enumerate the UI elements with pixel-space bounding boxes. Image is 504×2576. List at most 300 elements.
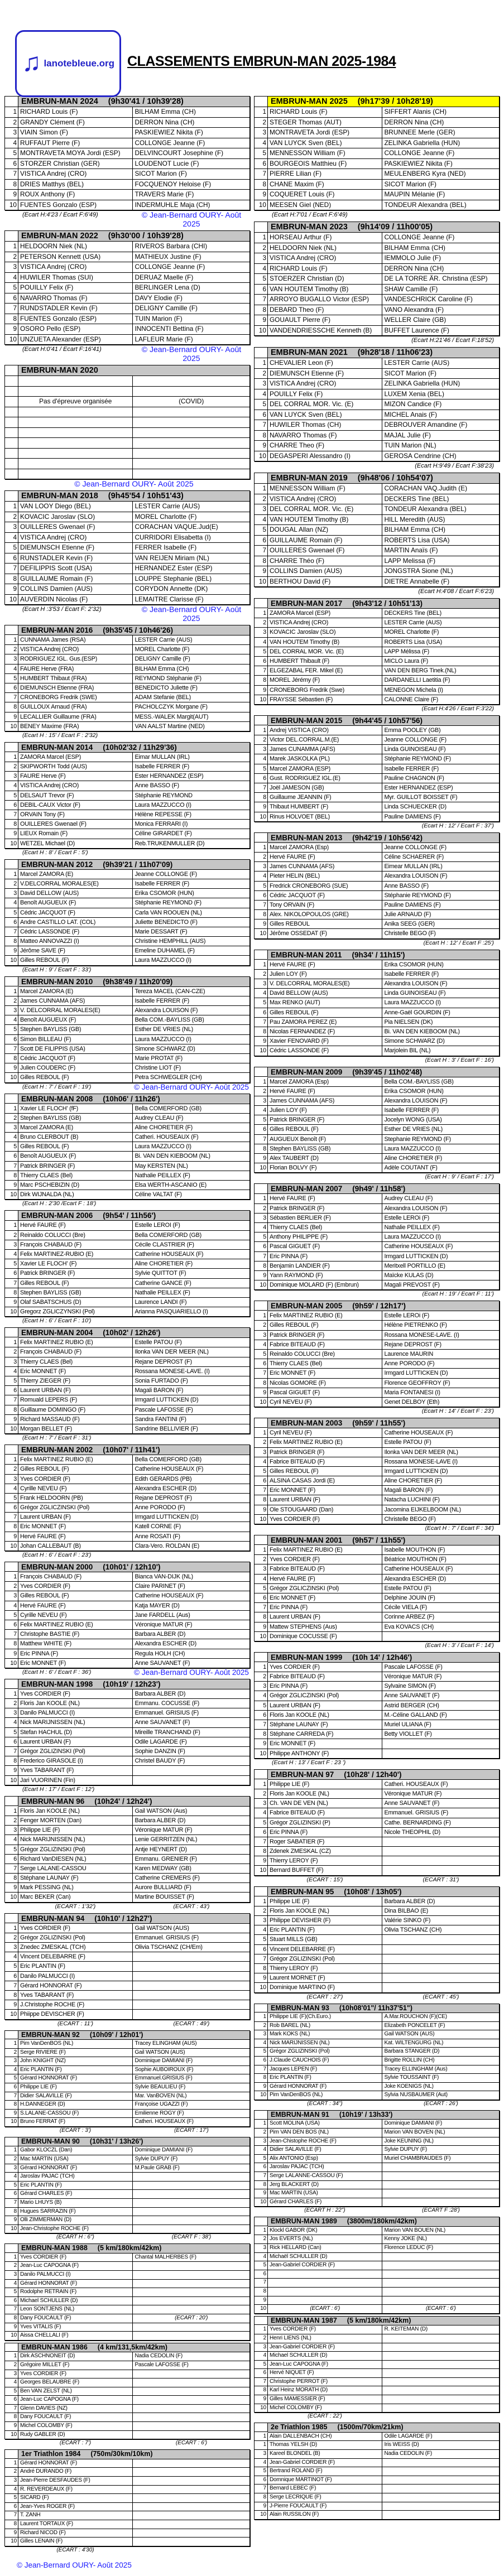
women-result: Arianna PASQUARIELLO (I) xyxy=(133,1307,250,1317)
result-row xyxy=(5,1639,250,1649)
men-result: Marcel ZAMORA (Esp) xyxy=(268,843,382,853)
ecart-left: (Ecart H : 13' / Ecart F : 23 ') xyxy=(272,1759,346,1766)
men-result: Eric PLANTIN (F) xyxy=(18,2182,133,2190)
women-result: ADAM Stefanie (BEL) xyxy=(133,693,250,702)
men-result: Grégor ZGLIZINSKI (Pol) xyxy=(18,1845,133,1855)
women-result: Valérie SINKO (F) xyxy=(382,1916,500,1925)
year-times: (10h24' / 12h24') xyxy=(94,1797,152,1805)
footer-spacer xyxy=(254,822,267,830)
result-row xyxy=(255,1828,500,1837)
women-result: VANO Alexandra (F) xyxy=(382,305,500,316)
women-result xyxy=(133,2511,250,2520)
result-row xyxy=(255,2476,500,2485)
rank-cell: 3 xyxy=(5,1006,18,1015)
ecart-right: (Ecart H : 14' / Ecart F : 23') xyxy=(421,1408,494,1415)
result-row xyxy=(5,1190,250,1200)
rank-cell: 4 xyxy=(5,2280,18,2289)
men-result: Philippe ANTHONY (F) xyxy=(268,1749,382,1759)
women-result xyxy=(382,1739,500,1749)
block-footer xyxy=(4,1317,250,1325)
rank-cell: 8 xyxy=(255,2181,268,2190)
result-row xyxy=(5,2378,250,2387)
women-result: Reb.TRUKENMULLER (D) xyxy=(133,839,250,849)
women-result: ZELINKA Gabriella (HUN) xyxy=(382,379,500,389)
men-result: Scott MOLINA (USA) xyxy=(268,2120,382,2129)
men-result: Grégor ZGLIZINSKI (Pol) xyxy=(18,1933,133,1943)
rank-cell: 7 xyxy=(255,2279,268,2288)
year-title xyxy=(268,97,500,107)
men-result: Grégor ZGLIZINSKI (Pol) xyxy=(18,1747,133,1756)
result-row xyxy=(255,1204,500,1214)
men-result: Felix MARTINEZ-RUBIO (E) xyxy=(18,1250,133,1259)
ecart-left: (Ecart H : 6' / Ecart F : 23') xyxy=(22,1552,92,1558)
men-result: MONTRAVETA Jordi (ESP) xyxy=(268,128,382,138)
ecart-right xyxy=(133,2546,250,2554)
women-result: Iris WEISS (D) xyxy=(382,2441,500,2450)
rank-cell: 8 xyxy=(255,1261,268,1271)
year-title xyxy=(268,950,500,960)
rank-cell: 6 xyxy=(255,2270,268,2279)
women-result: INDERMUHLE Maja (CH) xyxy=(133,200,250,211)
year-block-header xyxy=(255,2217,500,2227)
men-result: Nicolas FERNANDEZ (F) xyxy=(268,1027,382,1037)
rank-cell: 7 xyxy=(5,1981,18,1991)
year-times: (9h44'45 / 10h57'56) xyxy=(352,716,423,725)
result-row xyxy=(255,2120,500,2129)
result-row xyxy=(5,1649,250,1659)
men-result: Laurent URBAN (F) xyxy=(268,1701,382,1711)
men-result: Didier SALAVILLE (F) xyxy=(18,2092,133,2101)
men-result: Jean-Luc CAPOGNA (F) xyxy=(18,2262,133,2271)
result-row xyxy=(255,128,500,138)
women-result: COLLONGE Jeanne (F) xyxy=(133,138,250,149)
men-result: Vincent DELEBARRE (F) xyxy=(18,1952,133,1962)
men-result: Mac MARTIN (USA) xyxy=(18,2155,133,2164)
men-result: Znedec ZMESKAL (TCH) xyxy=(18,1943,133,1952)
rank-cell: 9 xyxy=(255,1271,268,1280)
men-result: Hervé FAURE (F) xyxy=(268,853,382,862)
ecart-right: (ECART : 26') xyxy=(424,2100,458,2107)
rank-cell: 7 xyxy=(255,2378,268,2387)
result-row xyxy=(5,879,250,889)
result-row xyxy=(255,1271,500,1280)
men-result: Hervé FAURE (F) xyxy=(18,1601,133,1611)
women-result: Béatrice MOUTHON (F) xyxy=(382,1555,500,1564)
men-result: Marcel ZAMORA (Esp) xyxy=(268,1077,382,1087)
ecart-right: (ECART : 6') xyxy=(175,2440,208,2447)
result-row xyxy=(255,1545,500,1555)
men-result: Gérard HONNORAT (F) xyxy=(18,2280,133,2289)
men-result: Julien LOY (F) xyxy=(268,1106,382,1115)
result-row xyxy=(5,1181,250,1190)
women-result: Esther DE VRIES (NL) xyxy=(133,1025,250,1034)
women-result: MARTIN Anaïs (F) xyxy=(382,546,500,556)
women-result: Tracey ELLINGHAM (Aus) xyxy=(382,2065,500,2074)
ecart-left: (ECART H : 6") xyxy=(56,2234,94,2241)
rank-cell: 1 xyxy=(5,2459,18,2468)
men-result: Yves CORDIER (F) xyxy=(268,1555,382,1564)
men-result: STOERZER Christian (D) xyxy=(268,274,382,285)
women-result: Laura MAZZUCCO (I) xyxy=(382,998,500,1008)
men-result: Thierry CLAES (Bel) xyxy=(18,1171,133,1181)
result-row xyxy=(5,2305,250,2314)
year-table-2022 xyxy=(4,230,250,345)
year-title xyxy=(268,2111,500,2120)
result-row xyxy=(5,1864,250,1874)
rank-col-spacer xyxy=(5,2450,18,2459)
women-result: Sylvie DUPUY (F) xyxy=(133,2155,250,2164)
year-times: (750m/30km/10km) xyxy=(90,2450,153,2458)
women-result: Joke KEUNING (NL) xyxy=(382,2137,500,2146)
men-result: Christophe BASTIE (F) xyxy=(18,1630,133,1639)
year-title xyxy=(268,833,500,843)
men-result: Philippe LIE (F) xyxy=(18,2083,133,2092)
men-result: Stéphane CARREDA (F) xyxy=(268,1730,382,1739)
rank-cell: 8 xyxy=(255,305,268,316)
ecart-right xyxy=(133,1200,250,1208)
rank-cell: 3 xyxy=(5,2057,18,2066)
result-row xyxy=(5,283,250,293)
rank-cell: 9 xyxy=(255,1037,268,1046)
result-row xyxy=(5,2173,250,2182)
result-row xyxy=(5,1054,250,1063)
result-row xyxy=(255,609,500,618)
men-result: Roger SABATIER (F) xyxy=(268,1837,382,1847)
year-times: (9h54' / 11h56') xyxy=(103,1211,156,1220)
men-result: OUILLERES Gwenael (F) xyxy=(268,546,382,556)
men-result: Felix MARTINEZ RUBIO (E) xyxy=(268,1545,382,1555)
rank-cell: 5 xyxy=(255,1467,268,1476)
year-label: EMBRUN-MAN 2020 xyxy=(21,366,98,375)
rank-cell: 1 xyxy=(5,502,18,512)
women-result: Sandra FANTINI (F) xyxy=(133,1415,250,1424)
women-result: Chantal MALHERBES (F) xyxy=(133,2254,250,2262)
rank-cell: 10 xyxy=(255,451,268,462)
result-row xyxy=(255,1495,500,1505)
result-row xyxy=(5,2288,250,2297)
men-result: DIEMUNSCH Etienne (FRA) xyxy=(18,683,133,693)
rank-cell: 10 xyxy=(255,1983,268,1992)
men-result: VAN HOUTEM Timothy (B) xyxy=(268,515,382,526)
year-table-2010 xyxy=(4,976,250,1083)
women-result: DE LA TORRE ÄR. Christina (ESP) xyxy=(382,274,500,285)
ecart-right: (Ecart H : 3' / Ecart F : 16') xyxy=(425,1056,494,1063)
men-result: Reinaldo COLUCCI (Bre) xyxy=(18,1231,133,1240)
year-block-2023 xyxy=(254,222,500,345)
men-result: Jérôme OSSEDAT (F) xyxy=(268,929,382,938)
result-row xyxy=(255,666,500,676)
year-title xyxy=(268,2004,500,2014)
women-result: Sophie DANZIN (F) xyxy=(133,1747,250,1756)
year-block-header xyxy=(5,1797,250,1807)
ecart-right: (ECART F :28') xyxy=(422,2207,460,2214)
ecart-left: (Ecart H :3'53 / Ecart F: 2'32) xyxy=(22,606,102,613)
rank-cell: 7 xyxy=(255,2172,268,2181)
rank-cell: 5 xyxy=(255,882,268,891)
year-title xyxy=(18,1328,250,1338)
result-row xyxy=(5,1288,250,1298)
result-row xyxy=(255,2189,500,2198)
result-row xyxy=(255,1780,500,1789)
men-result: DIEMUNSCH Etienne (F) xyxy=(18,543,133,553)
year-label: EMBRUN-MAN 2017 xyxy=(271,599,343,608)
result-row xyxy=(5,1807,250,1816)
women-result: Barbara ALBER (D) xyxy=(133,1630,250,1639)
result-row xyxy=(255,1388,500,1398)
women-result xyxy=(133,1991,250,2000)
footer-spacer xyxy=(254,2413,267,2420)
year-block-header xyxy=(255,473,500,484)
men-result: Gust. RODRIGUEZ IGL.(E) xyxy=(268,774,382,783)
men-result: Yves TABARANT (F) xyxy=(18,1766,133,1775)
men-result: Gilles REBOUL (F) xyxy=(18,1591,133,1601)
result-row xyxy=(255,862,500,871)
men-result: Olli ZIMMERMAN (D) xyxy=(18,2216,133,2225)
men-result: Mark KOKS (NL) xyxy=(268,2030,382,2039)
year-block-94 xyxy=(4,1913,250,2028)
women-result: Barbara STANGER (D) xyxy=(382,2048,500,2057)
result-row xyxy=(5,956,250,965)
women-result: Audrey CLEAU (F) xyxy=(133,1114,250,1123)
year-block-2007 xyxy=(254,1183,500,1298)
rank-cell: 6 xyxy=(5,1035,18,1044)
result-row xyxy=(5,2118,250,2127)
women-result: M.Paule GRAB (F) xyxy=(133,2164,250,2173)
men-result: Philippe LIE (F) xyxy=(268,1897,382,1906)
copyright-note: © Jean-Bernard OURY- Août 2025 xyxy=(141,210,242,228)
men-result: Gérard HONNORAT (F) xyxy=(18,1981,133,1991)
women-result: Véronique MATUR (F) xyxy=(382,1672,500,1682)
men-result: UNZUETA Alexander (ESP) xyxy=(18,335,133,345)
women-result: REYMOND Stéphanie (F) xyxy=(133,674,250,683)
result-row xyxy=(5,293,250,304)
women-result: Sandrine BELLIVIER (F) xyxy=(133,1424,250,1434)
women-result: Jeanne COLLONGE (F) xyxy=(133,870,250,879)
women-result: Aurore BULLIARD (F) xyxy=(133,1883,250,1893)
result-row xyxy=(5,2413,250,2422)
men-result: COLLINS Damien (AUS) xyxy=(268,566,382,577)
rank-cell: 10 xyxy=(5,1307,18,1317)
year-table-2016 xyxy=(4,625,250,731)
rank-cell: 1 xyxy=(5,1924,18,1933)
men-result: J.Christophe ROCHE (F) xyxy=(18,2000,133,2010)
men-result: PIERRE Lilian (F) xyxy=(268,169,382,180)
women-result: Edith GERARDS (PB) xyxy=(133,1475,250,1484)
rank-cell: 9 xyxy=(5,1181,18,1190)
result-row xyxy=(255,2013,500,2022)
year-label: EMBRUN-MAN 2016 xyxy=(21,626,93,634)
women-result: Delphine JOUIN (F) xyxy=(382,1593,500,1603)
women-result: Kenny JOKE (NL) xyxy=(382,2235,500,2244)
rank-cell: 3 xyxy=(255,1564,268,1574)
women-result: MICHEL Anais (F) xyxy=(382,410,500,421)
result-row xyxy=(5,1601,250,1611)
men-result: KOVACIC Jaroslav (SLO) xyxy=(18,512,133,523)
footer-spacer xyxy=(254,1524,267,1533)
men-result: S.LALANE-CASSOU (F) xyxy=(18,2110,133,2118)
rank-cell: 3 xyxy=(255,1331,268,1340)
women-result: Pauline DAMIENS (F) xyxy=(382,812,500,822)
rank-cell: 7 xyxy=(255,901,268,910)
rank-col-spacer xyxy=(255,348,268,358)
result-row xyxy=(255,1280,500,1290)
men-result: Sébastien BERLIER (F) xyxy=(268,1214,382,1223)
ecart-left: (ECART : 4'30) xyxy=(56,2546,94,2553)
result-row xyxy=(5,512,250,523)
result-row xyxy=(5,908,250,918)
rank-cell: 8 xyxy=(5,1054,18,1063)
rank-cell: 6 xyxy=(5,1269,18,1278)
footer-spacer xyxy=(254,461,267,470)
result-row xyxy=(255,2181,500,2190)
year-title xyxy=(268,1301,500,1311)
year-title xyxy=(18,365,250,376)
women-result: Anne PORODO (F) xyxy=(382,1359,500,1369)
women-result: LESTER Carrie (AUS) xyxy=(382,618,500,628)
rank-cell: 8 xyxy=(5,314,18,325)
result-row xyxy=(5,2092,250,2101)
rank-cell: 4 xyxy=(5,1015,18,1025)
year-block-2024 xyxy=(4,96,250,228)
result-row xyxy=(255,1232,500,1242)
rank-cell: 9 xyxy=(5,1415,18,1424)
result-row xyxy=(5,1357,250,1367)
result-row xyxy=(5,839,250,849)
rank-cell: 4 xyxy=(255,754,268,764)
rank-cell: 4 xyxy=(5,2066,18,2075)
rank-cell: 1 xyxy=(5,635,18,645)
result-row xyxy=(5,889,250,898)
men-result: POUILLY Felix (F) xyxy=(268,389,382,400)
men-result: Gérard HONNORAT (F) xyxy=(18,2164,133,2173)
men-result: Karl Heinz MORATH (D) xyxy=(268,2386,382,2395)
result-row xyxy=(255,2296,500,2305)
men-result: Yves CORDIER (F) xyxy=(18,2254,133,2262)
men-result: Scott DE FILIPPIS (USA) xyxy=(18,1044,133,1054)
rank-col-spacer xyxy=(5,977,18,986)
year-title xyxy=(18,97,250,107)
rank-col-spacer xyxy=(255,2317,268,2325)
men-result: J-Pierre FOUCAULT (F) xyxy=(268,2502,382,2511)
footer-spacer xyxy=(4,966,18,974)
rank-cell: 4 xyxy=(255,2253,268,2262)
year-block-1986 xyxy=(4,2343,250,2447)
rank-cell: 6 xyxy=(5,553,18,564)
women-result: BILHAM Emma (CH) xyxy=(133,107,250,118)
year-table-2002 xyxy=(4,1445,250,1551)
result-row xyxy=(255,504,500,515)
women-result xyxy=(382,2395,500,2404)
men-result: DEGASPERI Alessandro (I) xyxy=(268,451,382,462)
women-result: Olivia TSCHANZ (CH) xyxy=(382,1925,500,1935)
women-result: Rejane DEPROST (F) xyxy=(133,1357,250,1367)
men-result: VISTICA Andrej (CRO) xyxy=(18,262,133,273)
rank-cell: 6 xyxy=(5,2396,18,2405)
year-title xyxy=(18,491,250,502)
women-result: Anne PORODO (F) xyxy=(133,1503,250,1513)
year-times: (9h59' / 11h55') xyxy=(352,1419,406,1428)
women-result: Emmanuel. GRISIUS (F) xyxy=(382,1808,500,1818)
ecart-right: (Ecart H : 12' / Ecart F :25') xyxy=(423,939,494,946)
result-row xyxy=(255,843,500,853)
year-table-2004 xyxy=(4,1327,250,1434)
men-result: Dirk ASCHNONEIT (D) xyxy=(18,2352,133,2361)
men-result: LIEUX Romain (F) xyxy=(18,829,133,839)
year-title xyxy=(268,716,500,726)
rank-cell: 2 xyxy=(5,1347,18,1357)
rank-cell: 8 xyxy=(255,2074,268,2083)
rank-cell: 6 xyxy=(5,918,18,927)
rank-cell: 1 xyxy=(255,1428,268,1438)
rank-col-spacer xyxy=(255,473,268,484)
result-row xyxy=(255,326,500,336)
rank-cell: 2 xyxy=(255,1438,268,1447)
men-result: Eric MONNET (F) xyxy=(268,1369,382,1378)
rank-col-spacer xyxy=(5,491,18,502)
block-footer xyxy=(254,705,500,713)
rank-cell: 1 xyxy=(5,1104,18,1114)
ecart-right xyxy=(382,2413,500,2420)
men-result: Cyrille NEVEU (F) xyxy=(18,1484,133,1494)
men-result: Fenger MORTEN (Dan) xyxy=(18,1816,133,1826)
rank-cell: 2 xyxy=(5,2262,18,2271)
women-result: LAPP Melissa (F) xyxy=(382,556,500,567)
rank-cell: 3 xyxy=(255,1214,268,1223)
women-result: DARDANELLI Laetitia (F) xyxy=(382,676,500,685)
rank-cell: 9 xyxy=(5,946,18,956)
rank-cell: 7 xyxy=(255,2065,268,2074)
result-row xyxy=(5,1240,250,1250)
rank-col-spacer xyxy=(255,2217,268,2226)
women-result: Cathe. BERNARDING (F) xyxy=(382,1818,500,1828)
men-result: Jerg BLACKERT (D) xyxy=(268,2181,382,2190)
result-row xyxy=(5,1708,250,1718)
women-result: Gail WATSON (Aus) xyxy=(133,1807,250,1816)
result-row xyxy=(255,315,500,326)
men-result: Floris Jan KOOLE (NL) xyxy=(268,1711,382,1720)
women-result: Hélène PIETRENKO (F) xyxy=(382,1321,500,1330)
year-title xyxy=(18,1914,250,1924)
block-footer xyxy=(254,939,500,947)
women-result xyxy=(133,2422,250,2431)
rank-col-spacer xyxy=(5,1445,18,1455)
rank-cell: 9 xyxy=(255,1856,268,1866)
women-result: Estelle PATOU (F) xyxy=(382,1438,500,1447)
men-result: Patrick BRINGER (F) xyxy=(268,1448,382,1457)
rank-cell: 9 xyxy=(255,686,268,695)
year-table-2021 xyxy=(254,347,500,461)
men-result: Aissa CHELLALI (F) xyxy=(18,2332,133,2341)
rank-cell: 1 xyxy=(5,870,18,879)
lanotebleue-logo xyxy=(15,30,121,97)
men-result: Jaroslav PAJAC (TCH) xyxy=(18,2173,133,2182)
rank-cell: 1 xyxy=(255,726,268,735)
rank-cell: 3 xyxy=(255,379,268,389)
rank-cell: 1 xyxy=(255,609,268,618)
men-result: Pim VAN DEN BOS (NL) xyxy=(268,2129,382,2137)
women-result: Bi. VAN DEN KIEBOOM (NL) xyxy=(382,1027,500,1037)
men-result: Ole STOUGAARD (Dan) xyxy=(268,1505,382,1515)
women-result: PASKIEWIEZ Nikita (F) xyxy=(382,159,500,170)
rank-cell: 6 xyxy=(255,2163,268,2172)
men-result: Jaroslav PAJAC (TCH) xyxy=(268,2163,382,2172)
rank-cell: 1 xyxy=(255,2120,268,2129)
men-result: Gilles REBOUL (F) xyxy=(18,1465,133,1474)
men-result: POUILLY Felix (F) xyxy=(18,283,133,293)
result-row xyxy=(5,273,250,283)
result-row xyxy=(5,946,250,956)
result-row xyxy=(5,2066,250,2075)
